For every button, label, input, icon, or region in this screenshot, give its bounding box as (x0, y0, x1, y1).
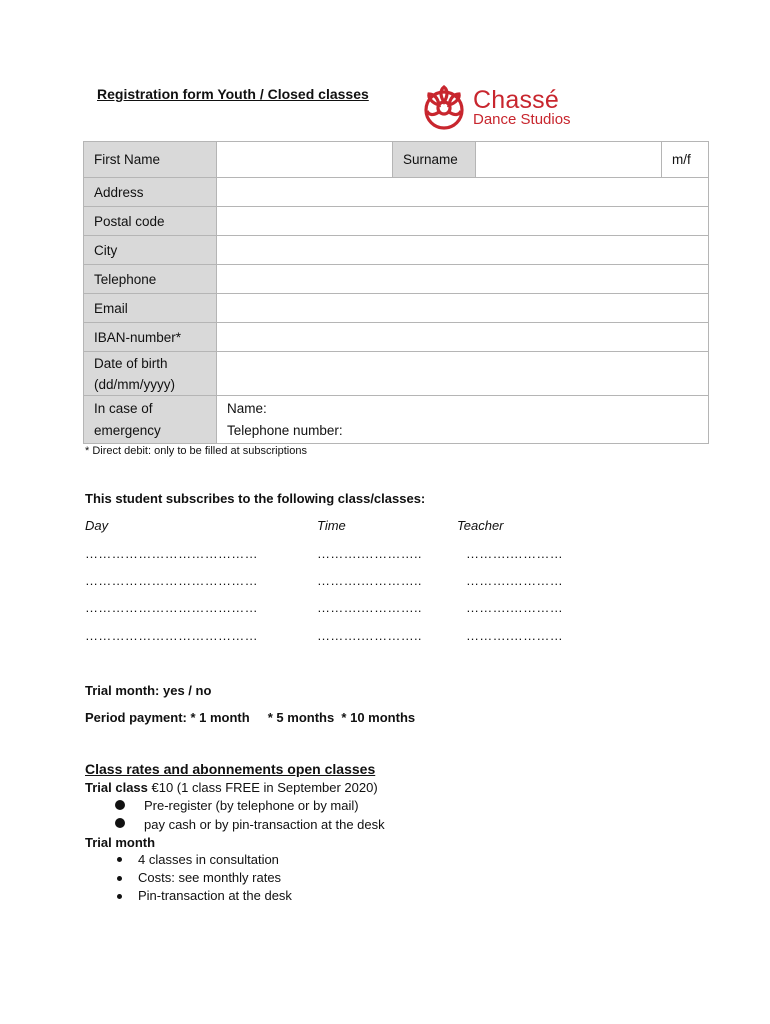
trial-month-label: Trial month (85, 835, 156, 850)
rates-heading: Class rates and abonnements open classes (85, 761, 376, 777)
logo-name: Chassé (473, 86, 559, 114)
gender-field[interactable]: m/f (662, 142, 709, 178)
telephone-field[interactable] (217, 265, 709, 294)
trial-month-choice[interactable]: Trial month: yes / no (85, 683, 212, 698)
emergency-label-line1: In case of (94, 400, 153, 416)
period-payment-choice[interactable]: Period payment: * 1 month * 5 months * 10 months (85, 710, 416, 725)
logo-subtitle: Dance Studios (473, 111, 571, 128)
chasse-logo (420, 84, 600, 134)
teacher-line-2[interactable]: ……….………… (466, 573, 564, 588)
trial-class-item: pay cash or by pin-transaction at the desk (144, 817, 385, 832)
time-line-4[interactable]: ……….………….. (317, 628, 422, 643)
day-line-4[interactable]: ………………………………… (85, 628, 258, 643)
first-name-label: First Name (84, 142, 217, 178)
day-line-1[interactable]: ………………………………… (85, 546, 258, 561)
dob-field[interactable] (217, 352, 709, 396)
time-line-3[interactable]: ……….………….. (317, 600, 422, 615)
trial-month-item: Pin-transaction at the desk (138, 888, 292, 903)
trial-class-item: Pre-register (by telephone or by mail) (144, 798, 359, 813)
surname-label: Surname (393, 142, 476, 178)
emergency-label (84, 396, 217, 444)
trial-class-line (85, 780, 378, 795)
city-label: City (84, 236, 217, 265)
dob-label-line2: (dd/mm/yyyy) (94, 376, 175, 392)
postal-code-label: Postal code (84, 207, 217, 236)
subscription-heading: This student subscribes to the following class/classes: (85, 491, 426, 506)
direct-debit-note: * Direct debit: only to be filled at subscriptions (85, 445, 307, 457)
address-label: Address (84, 178, 217, 207)
iban-label: IBAN-number* (84, 323, 217, 352)
trial-class-label: Trial class (85, 780, 148, 795)
emergency-phone-label: Telephone number: (227, 422, 343, 438)
postal-code-field[interactable] (217, 207, 709, 236)
teacher-line-4[interactable]: ……….………… (466, 628, 564, 643)
bullet-icon (115, 818, 125, 828)
trial-month-item: 4 classes in consultation (138, 852, 279, 867)
time-line-1[interactable]: ……….………….. (317, 546, 422, 561)
bullet-icon (117, 876, 122, 881)
teacher-line-3[interactable]: ……….………… (466, 600, 564, 615)
form-title: Registration form Youth / Closed classes (97, 86, 369, 102)
time-column-header: Time (317, 518, 346, 533)
bullet-icon (115, 800, 125, 810)
bullet-icon (117, 894, 122, 899)
bullet-icon (117, 857, 122, 862)
address-field[interactable] (217, 178, 709, 207)
emergency-field[interactable] (217, 396, 709, 444)
telephone-label: Telephone (84, 265, 217, 294)
registration-table (83, 141, 709, 444)
trial-month-item: Costs: see monthly rates (138, 870, 282, 885)
teacher-line-1[interactable]: ……….………… (466, 546, 564, 561)
dob-label-line1: Date of birth (94, 355, 168, 371)
emergency-label-line2: emergency (94, 422, 161, 438)
emergency-name-label: Name: (227, 400, 267, 416)
email-label: Email (84, 294, 217, 323)
dob-label (84, 352, 217, 396)
surname-field[interactable] (476, 142, 662, 178)
teacher-column-header: Teacher (457, 518, 504, 533)
trial-class-text: €10 (1 class FREE in September 2020) (147, 780, 378, 795)
day-column-header: Day (85, 518, 109, 533)
flower-logo-icon (420, 84, 468, 132)
iban-field[interactable] (217, 323, 709, 352)
day-line-2[interactable]: ………………………………… (85, 573, 258, 588)
email-field[interactable] (217, 294, 709, 323)
time-line-2[interactable]: ……….………….. (317, 573, 422, 588)
first-name-field[interactable] (217, 142, 393, 178)
city-field[interactable] (217, 236, 709, 265)
day-line-3[interactable]: ………………………………… (85, 600, 258, 615)
